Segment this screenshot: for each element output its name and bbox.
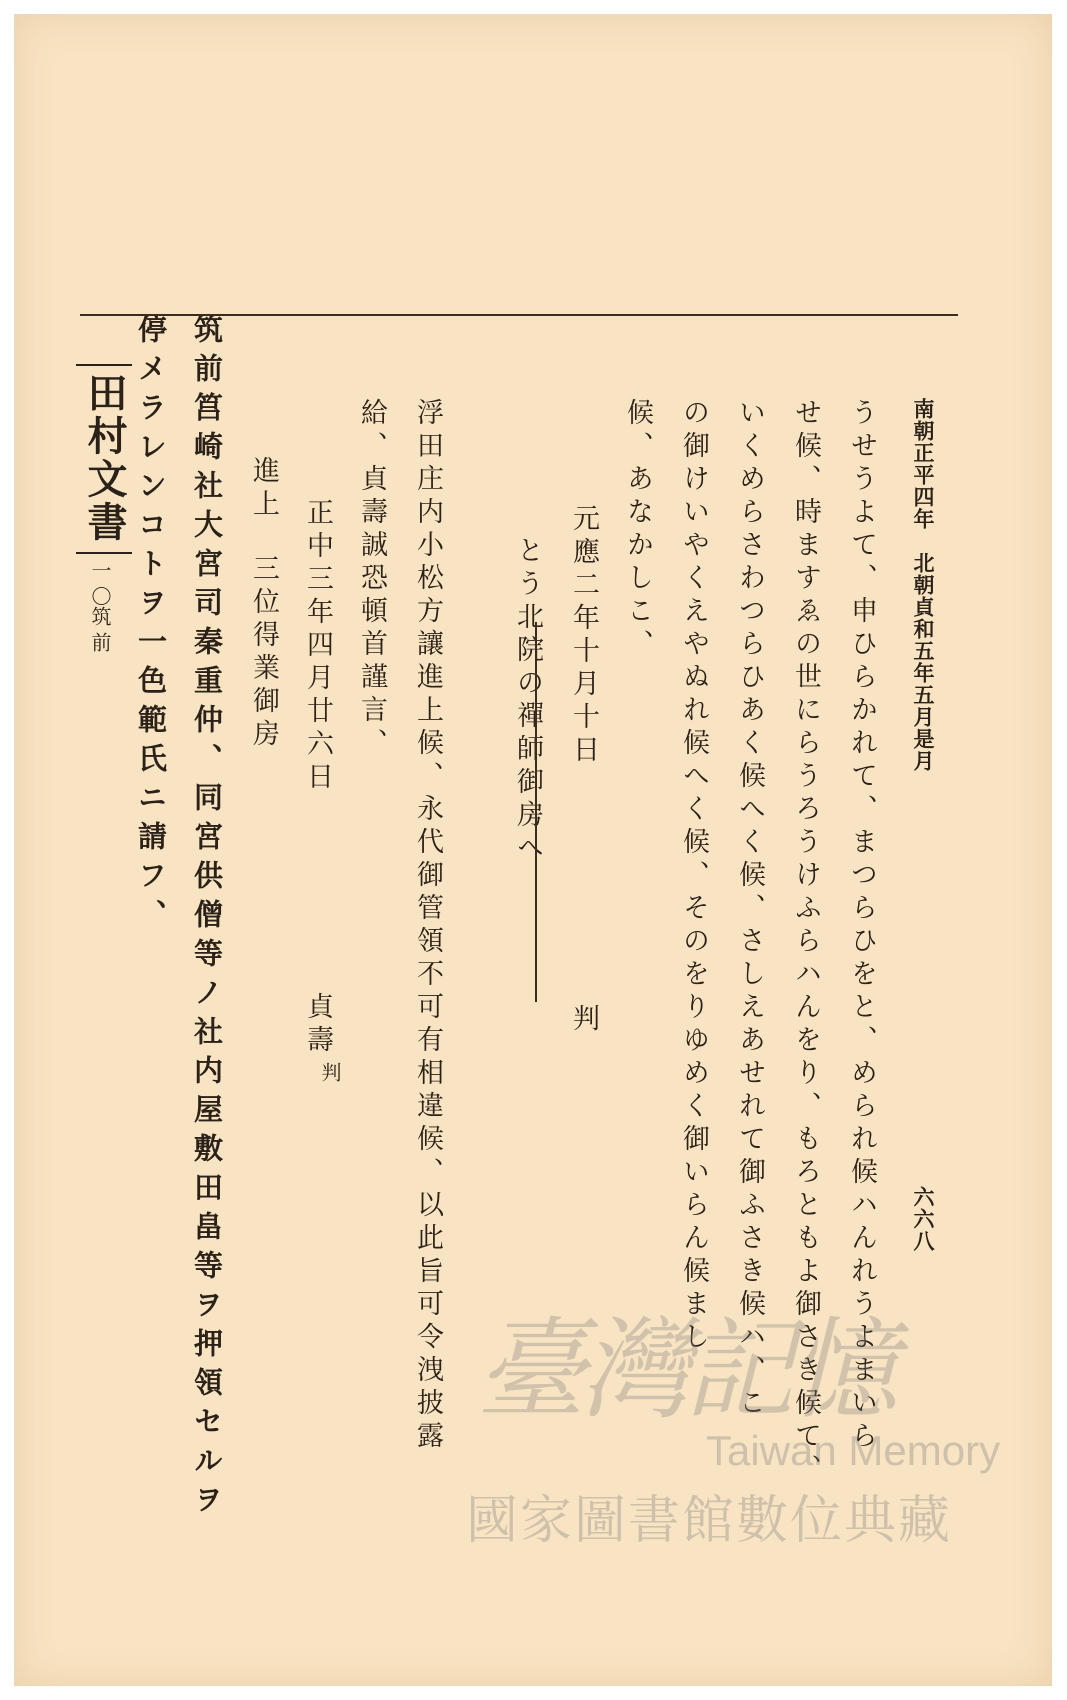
doc1-line-2: せ候、時ますゑの世にらうろうけふらハんをり、もろともよ御さき候て、: [790, 398, 821, 1487]
doc2-date: 正中三年四月廿六日: [302, 498, 333, 795]
doc2-line-1: 浮田庄内小松方讓進上候、永代御管領不可有相違候、以此旨可令洩披露: [412, 398, 443, 1454]
watermark-english: Taiwan Memory: [706, 1427, 1001, 1474]
source-province: 筑前: [88, 606, 112, 658]
source-title: 田村文書: [81, 372, 128, 544]
separator-vertical: [535, 622, 537, 1002]
doc1-line-5: 候、あなかしこ、: [622, 398, 653, 662]
watermark-subtitle: 國家圖書館數位典藏: [466, 1491, 953, 1551]
doc2-line-2: 給、貞壽誠恐頓首謹言、: [356, 398, 387, 761]
doc2-addressee: 三位得業御房: [248, 554, 279, 752]
doc1-addressee: とう北院の禪師御房へ: [512, 536, 543, 866]
doc1-line-3: いくめらさわつらひあく候へく候、さしえあせれて御ふさき候ハ、こ: [734, 398, 765, 1421]
doc2-address-prefix: 進上: [248, 456, 279, 522]
page-number: 六六八: [911, 1186, 936, 1252]
doc2-signer: 貞壽: [302, 992, 333, 1058]
doc1-seal: 判: [568, 1004, 599, 1037]
doc1-date: 元應二年十月十日: [568, 504, 599, 768]
watermark-logo-text: 臺灣記憶: [476, 1306, 892, 1434]
note-line-2: 停メラレンコトヲ一色範氏ニ請フ、: [134, 314, 168, 938]
doc1-line-1: うせうよて、申ひらかれて、まつらひをと、められ候ハんれうよまいら: [846, 398, 877, 1454]
document-page: [14, 14, 1052, 1686]
separator-horizontal: [80, 314, 958, 316]
doc2-signer-seal: 判: [318, 1062, 342, 1088]
running-title: 南朝正平四年 北朝貞和五年五月是月: [911, 398, 936, 772]
source-number: 一〇: [88, 560, 112, 612]
note-line-1: 筑前筥崎社大宮司秦重仲、同宮供僧等ノ社内屋敷田畠等ヲ押領セルヲ: [190, 314, 224, 1523]
doc1-line-4: の御けいやくえやぬれ候へく候、そのをりゆめく御いらん候まし: [678, 398, 709, 1355]
